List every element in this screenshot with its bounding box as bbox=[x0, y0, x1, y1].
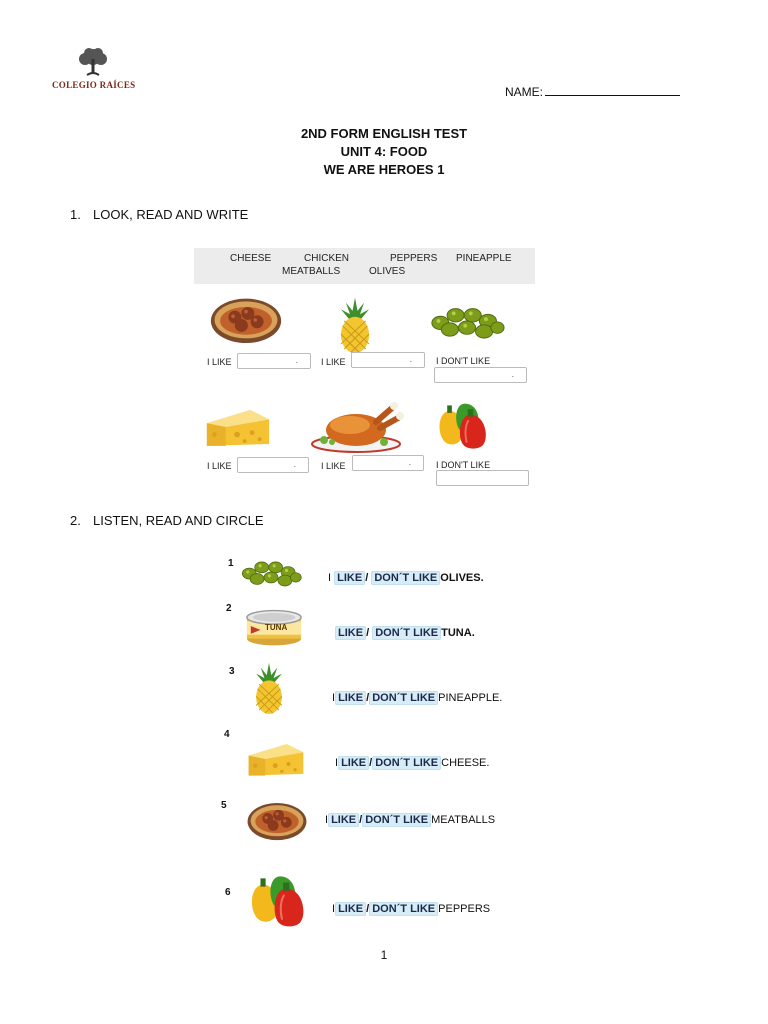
exercise2-title: LISTEN, READ AND CIRCLE bbox=[93, 513, 264, 528]
option-separator: / bbox=[369, 757, 373, 769]
answer-blank[interactable] bbox=[237, 457, 309, 473]
option-dont-like[interactable]: DON´T LIKE bbox=[372, 756, 441, 770]
cheese-icon bbox=[205, 405, 271, 449]
word-bank-word: CHEESE bbox=[230, 253, 272, 264]
blank-dot: . bbox=[293, 460, 296, 469]
write-prompt: I LIKE bbox=[207, 461, 232, 471]
blank-dot: . bbox=[295, 356, 298, 365]
sentence-subject: I bbox=[325, 814, 329, 826]
food-word: CHEESE. bbox=[441, 757, 490, 769]
name-blank-line[interactable] bbox=[545, 84, 680, 96]
option-dont-like[interactable]: DON´T LIKE bbox=[372, 626, 441, 640]
food-word: PINEAPPLE. bbox=[438, 692, 503, 704]
answer-blank[interactable] bbox=[237, 353, 311, 369]
exercise1-number: 1. bbox=[70, 207, 81, 222]
option-like[interactable]: LIKE bbox=[328, 813, 359, 827]
tuna-can-label: TUNA bbox=[265, 623, 288, 632]
option-separator: / bbox=[366, 903, 370, 915]
school-name: COLEGIO RAÍCES bbox=[52, 80, 136, 90]
sentence-subject: I bbox=[328, 572, 332, 584]
food-word: MEATBALLS bbox=[431, 814, 496, 826]
sentence bbox=[335, 627, 475, 639]
word-bank-word: CHICKEN bbox=[304, 253, 350, 264]
peppers-icon bbox=[245, 870, 311, 928]
option-like[interactable]: LIKE bbox=[335, 902, 366, 916]
option-dont-like[interactable]: DON´T LIKE bbox=[362, 813, 431, 827]
answer-blank[interactable] bbox=[352, 455, 424, 471]
meatballs-icon bbox=[246, 797, 308, 843]
option-separator: / bbox=[365, 572, 369, 584]
write-prompt: I DON'T LIKE bbox=[436, 460, 491, 470]
option-separator: / bbox=[359, 814, 363, 826]
roast-chicken-icon bbox=[310, 398, 406, 454]
name-label: NAME: bbox=[505, 85, 544, 99]
word-bank-word: OLIVES bbox=[369, 266, 406, 277]
word-bank-word: PEPPERS bbox=[390, 253, 438, 264]
sentence-subject: I bbox=[332, 692, 336, 704]
item-number: 1 bbox=[228, 558, 234, 569]
page-number: 1 bbox=[380, 948, 388, 962]
unit-title: UNIT 4: FOOD bbox=[340, 144, 428, 159]
pineapple-icon bbox=[250, 661, 288, 715]
blank-dot: . bbox=[409, 355, 412, 364]
tuna-can-icon bbox=[245, 607, 303, 647]
cheese-icon bbox=[247, 740, 305, 778]
write-prompt: I LIKE bbox=[321, 357, 346, 367]
sentence bbox=[328, 572, 484, 584]
option-separator: / bbox=[366, 627, 370, 639]
item-number: 4 bbox=[224, 729, 230, 740]
option-separator: / bbox=[366, 692, 370, 704]
book-title: WE ARE HEROES 1 bbox=[323, 162, 445, 177]
food-word: TUNA. bbox=[441, 627, 475, 639]
exercise2-heading bbox=[70, 513, 264, 528]
olives-icon bbox=[240, 556, 302, 588]
write-prompt: I LIKE bbox=[207, 357, 232, 367]
sentence bbox=[332, 903, 490, 915]
option-like[interactable]: LIKE bbox=[335, 626, 366, 640]
blank-dot: . bbox=[408, 458, 411, 467]
sentence-subject: I bbox=[335, 757, 339, 769]
write-prompt: I LIKE bbox=[321, 461, 346, 471]
word-bank-word: MEATBALLS bbox=[282, 266, 341, 277]
school-logo-tree-icon bbox=[73, 46, 113, 78]
sentence bbox=[325, 814, 495, 826]
word-bank bbox=[194, 248, 535, 284]
option-dont-like[interactable]: DON´T LIKE bbox=[369, 902, 438, 916]
exercise2-number: 2. bbox=[70, 513, 81, 528]
name-field[interactable] bbox=[505, 84, 680, 99]
option-like[interactable]: LIKE bbox=[335, 691, 366, 705]
answer-blank[interactable] bbox=[436, 470, 529, 486]
food-word: PEPPERS bbox=[438, 903, 491, 915]
sentence bbox=[332, 692, 502, 704]
option-dont-like[interactable]: DON´T LIKE bbox=[371, 571, 440, 585]
exercise1-title: LOOK, READ AND WRITE bbox=[93, 207, 249, 222]
item-number: 2 bbox=[226, 603, 232, 614]
word-bank-word: PINEAPPLE bbox=[456, 253, 512, 264]
option-like[interactable]: LIKE bbox=[338, 756, 369, 770]
peppers-icon bbox=[433, 398, 493, 450]
item-number: 3 bbox=[229, 666, 235, 677]
option-dont-like[interactable]: DON´T LIKE bbox=[369, 691, 438, 705]
blank-dot: . bbox=[511, 370, 514, 379]
write-prompt: I DON'T LIKE bbox=[436, 356, 491, 366]
pineapple-icon bbox=[332, 296, 378, 354]
meatballs-icon bbox=[209, 293, 283, 345]
option-like[interactable]: LIKE bbox=[334, 571, 365, 585]
item-number: 6 bbox=[225, 887, 231, 898]
sentence bbox=[335, 757, 489, 769]
answer-blank[interactable] bbox=[434, 367, 527, 383]
exercise1-heading bbox=[70, 207, 248, 222]
sentence-subject: I bbox=[332, 903, 336, 915]
olives-icon bbox=[428, 302, 506, 340]
answer-blank[interactable] bbox=[351, 352, 425, 368]
food-word: OLIVES. bbox=[440, 572, 484, 584]
item-number: 5 bbox=[221, 800, 227, 811]
test-title: 2ND FORM ENGLISH TEST bbox=[300, 126, 468, 141]
